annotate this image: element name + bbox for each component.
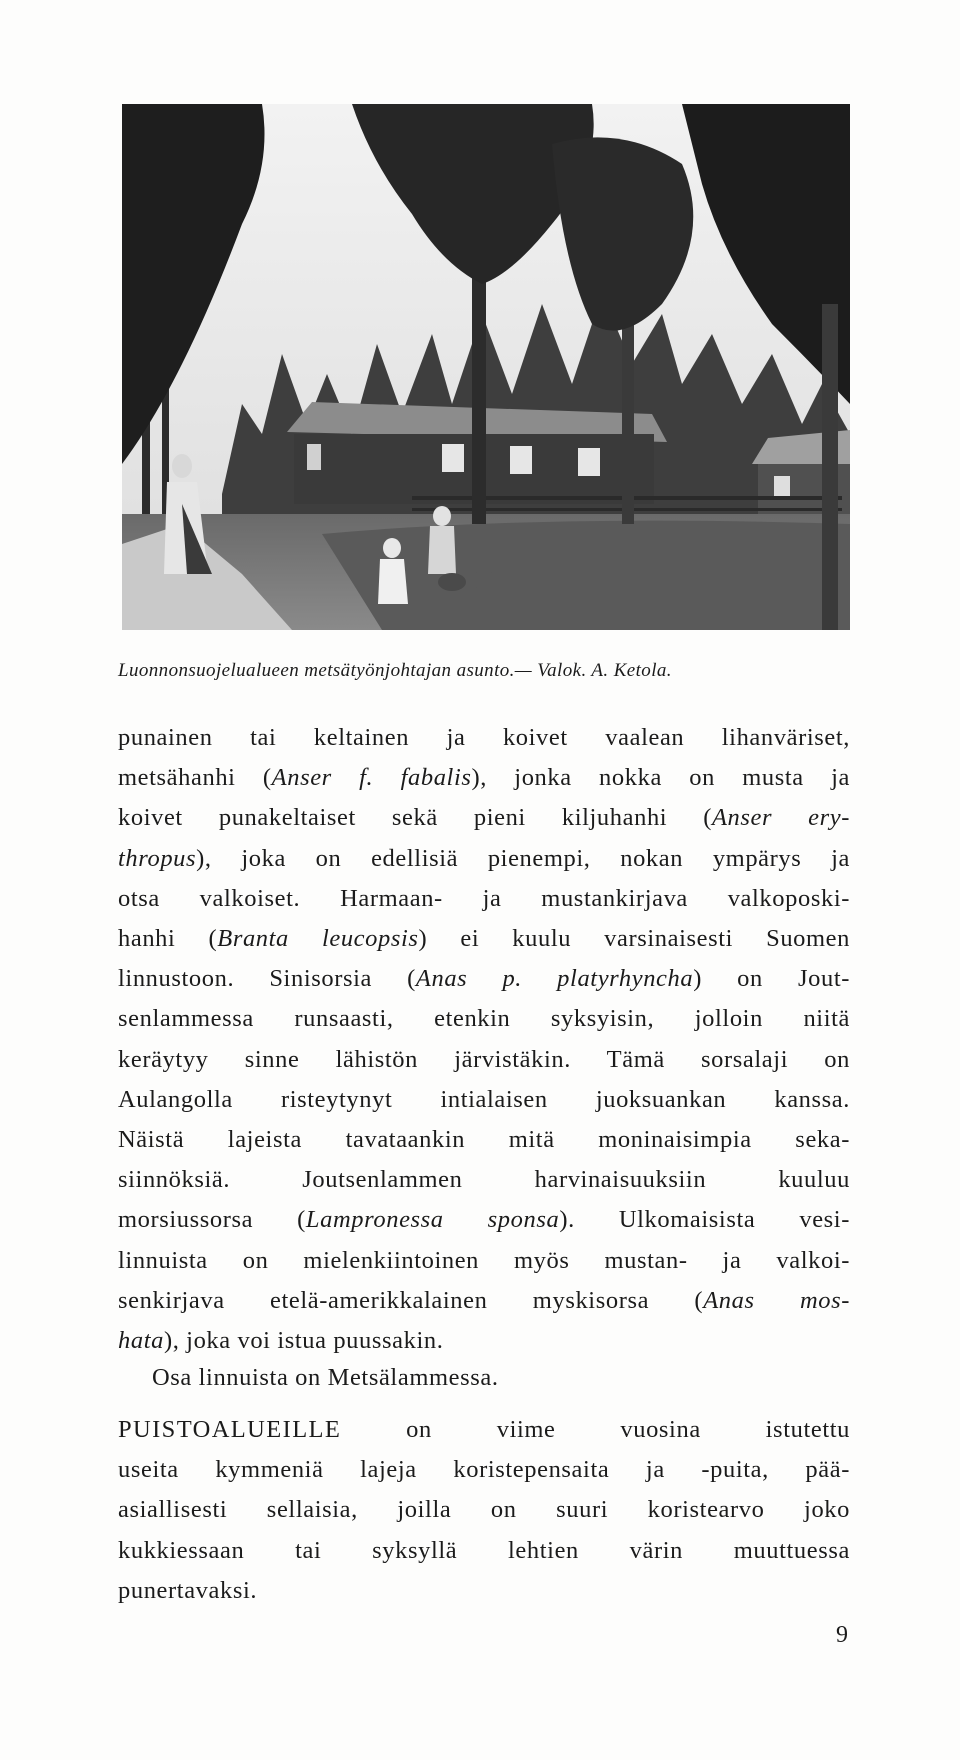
text-segment: linnuista on mielenkiintoinen myös mustan- ja valkoi- <box>118 1246 850 1274</box>
forest-house-photo <box>122 104 850 630</box>
latin-name: Anas p. platyrhyncha <box>415 965 694 993</box>
latin-name: Anas mos- <box>703 1286 850 1314</box>
text-segment: morsiussorsa ( <box>118 1206 306 1234</box>
text-segment: punainen tai keltainen ja koivet vaalean lihanväriset, <box>118 724 850 751</box>
text-segment: ), joka on edellisiä pienempi, nokan ympärys ja <box>196 844 850 872</box>
latin-name: Branta leucopsis <box>217 925 419 953</box>
body-paragraph-3 <box>118 1410 850 1611</box>
body-paragraph-1 <box>118 718 850 1361</box>
text-line <box>118 798 850 838</box>
latin-name: hata <box>118 1327 164 1355</box>
text-segment: ). Ulkomaisista vesi- <box>559 1206 850 1234</box>
text-segment: on viime vuosina istutettu <box>341 1416 850 1443</box>
text-segment: senkirjava etelä-amerikkalainen myskisorsa ( <box>118 1286 704 1314</box>
text-line <box>118 959 850 999</box>
text-segment: ) on Jout- <box>693 965 850 993</box>
text-line <box>118 919 850 959</box>
text-line <box>118 1281 850 1321</box>
text-line <box>118 1450 850 1490</box>
text-segment: koivet punakeltaiset sekä pieni kiljuhanhi ( <box>118 804 712 832</box>
text-segment: Näistä lajeista tavataankin mitä moninaisimpia seka- <box>118 1126 850 1154</box>
text-segment: asiallisesti sellaisia, joilla on suuri koristearvo joko <box>118 1496 850 1524</box>
text-segment: ), jonka nokka on musta ja <box>471 764 850 792</box>
page-number: 9 <box>836 1622 848 1648</box>
text-segment: ), joka voi istua puussakin. <box>163 1327 444 1355</box>
text-line <box>118 1321 850 1361</box>
text-line <box>118 1080 850 1120</box>
text-segment: punertavaksi. <box>118 1576 258 1604</box>
text-line <box>118 1160 850 1200</box>
text-line <box>118 1241 850 1281</box>
text-segment: hanhi ( <box>118 925 218 953</box>
text-line <box>118 839 850 879</box>
text-line <box>118 879 850 919</box>
text-line <box>118 1040 850 1080</box>
text-segment: siinnöksiä. Joutsenlammen harvinaisuuksiin kuuluu <box>118 1166 850 1194</box>
text-segment: ) ei kuulu varsinaisesti Suomen <box>418 925 851 953</box>
latin-name: Anser f. fabalis <box>271 764 472 792</box>
latin-name: Anser ery- <box>711 804 850 832</box>
text-line <box>118 1571 850 1611</box>
text-segment: Aulangolla risteytynyt intialaisen juoksuankan kanssa. <box>118 1085 850 1113</box>
text-segment: linnustoon. Sinisorsia ( <box>118 965 416 993</box>
text-line <box>118 718 850 758</box>
text-line <box>118 758 850 798</box>
photo-caption: Luonnonsuojelualueen metsätyönjohtajan asunto.— Valok. A. Ketola. <box>118 660 672 681</box>
text-line <box>118 1200 850 1240</box>
section-keyword: PUISTOALUEILLE <box>118 1416 342 1443</box>
latin-name: thropus <box>118 844 197 872</box>
text-line <box>118 1531 850 1571</box>
text-line <box>118 1120 850 1160</box>
text-segment: metsähanhi ( <box>118 764 272 792</box>
text-segment: kukkiessaan tai syksyllä lehtien värin muuttuessa <box>118 1536 850 1564</box>
text-line <box>118 1490 850 1530</box>
text-segment: useita kymmeniä lajeja koristepensaita ja -puita, pää- <box>118 1456 850 1484</box>
text-segment: senlammessa runsaasti, etenkin syksyisin, jolloin niitä <box>118 1005 850 1033</box>
body-paragraph-2: Osa linnuista on Metsälammessa. <box>152 1364 499 1391</box>
text-line <box>118 1410 850 1450</box>
text-segment: keräytyy sinne lähistön järvistäkin. Tämä sorsalaji on <box>118 1045 850 1073</box>
text-line <box>118 999 850 1039</box>
latin-name: Lampronessa sponsa <box>305 1206 560 1234</box>
text-segment: otsa valkoiset. Harmaan- ja mustankirjava valkoposki- <box>118 884 850 912</box>
